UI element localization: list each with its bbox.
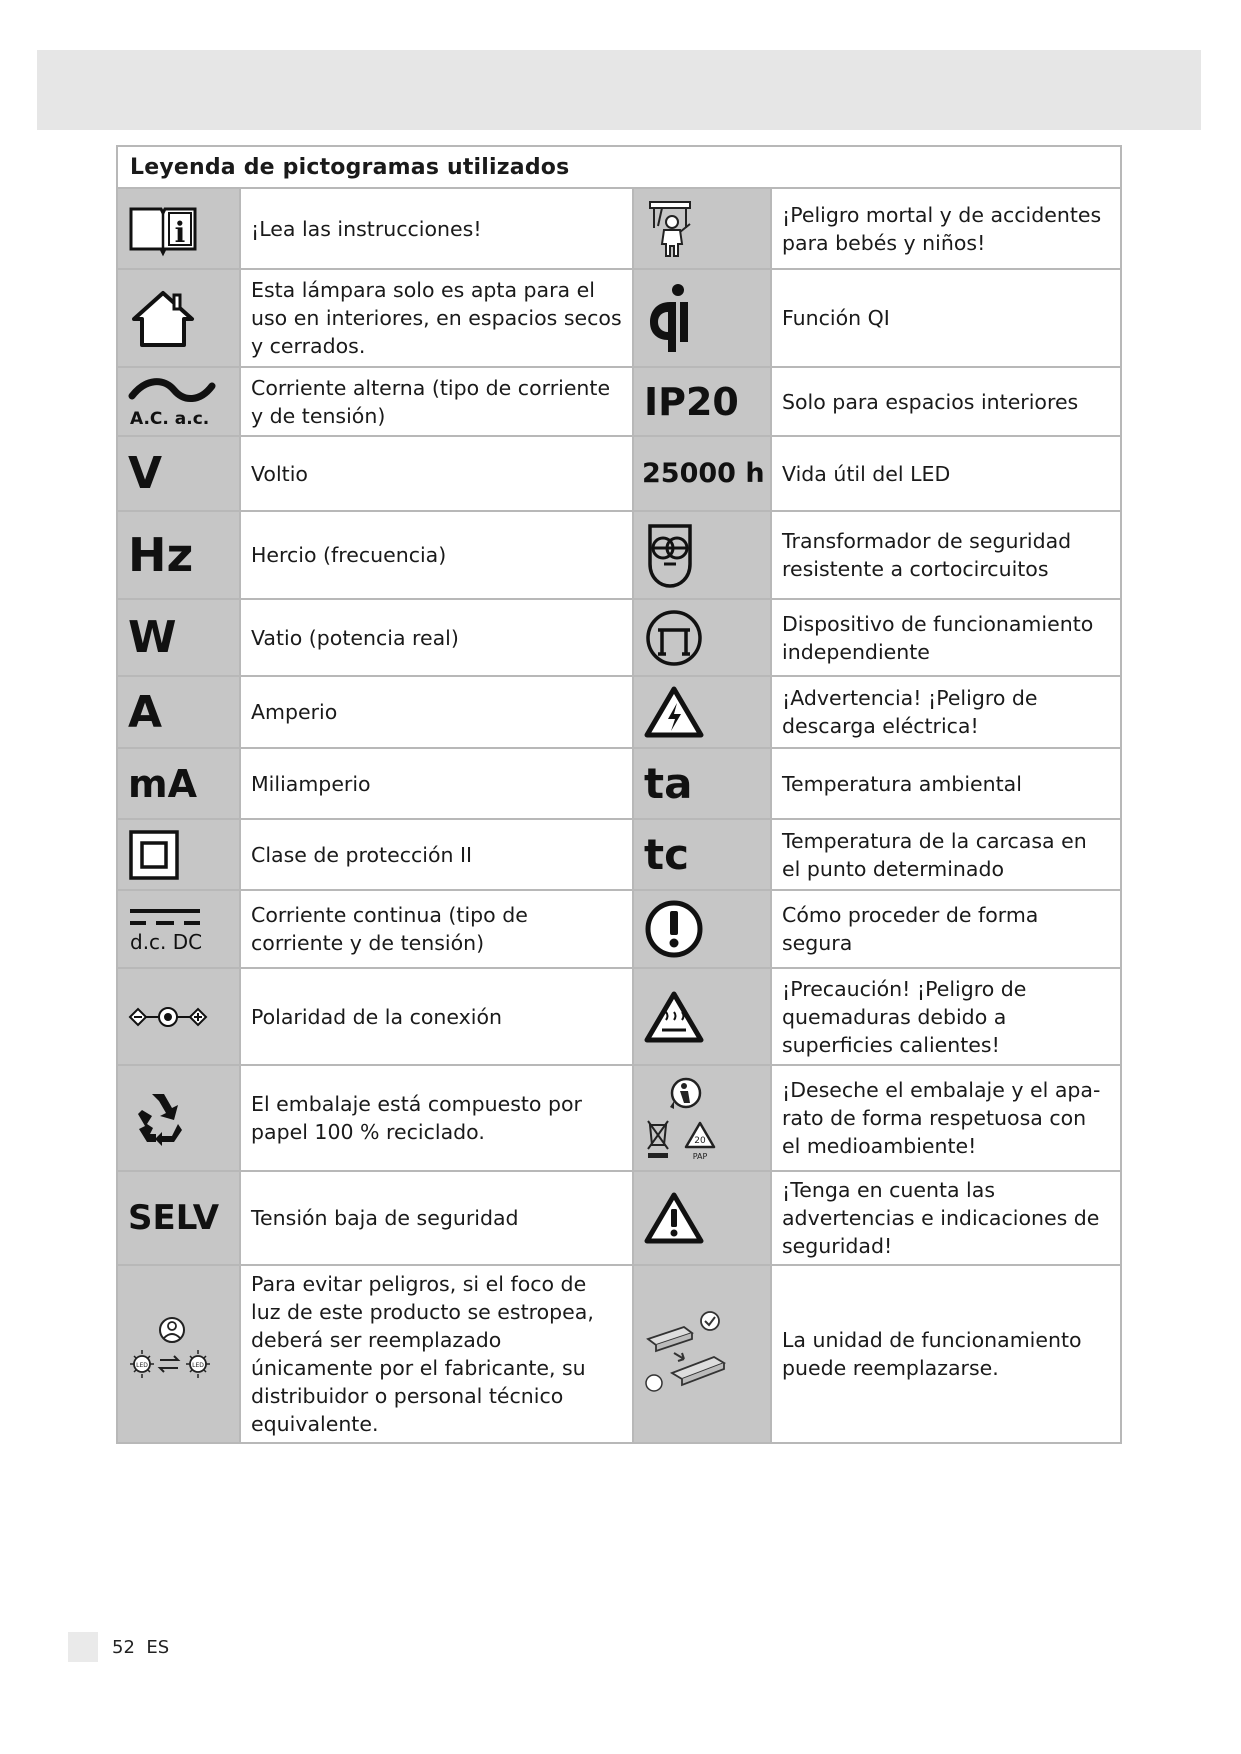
table-row [117,890,1121,968]
table-row [117,367,1121,436]
ta-icon [633,748,771,819]
legend-text: ¡Advertencia! ¡Peligro de descarga eléctrica! [771,676,1121,748]
polarity-icon [117,968,240,1065]
legend-text: Miliamperio [240,748,633,819]
footer-marker [68,1632,98,1662]
legend-text: Polaridad de la conexión [240,968,633,1065]
legend-text: Corriente alterna (tipo de corriente y de tensión) [240,367,633,436]
table-row [117,436,1121,511]
pap-number: 20 [694,1136,706,1146]
legend-text: Hercio (frecuencia) [240,511,633,599]
ta-label: ta [644,759,693,808]
table-row [117,968,1121,1065]
legend-text: Vatio (potencia real) [240,599,633,676]
tc-icon [633,819,771,890]
disposal-icon [633,1065,771,1171]
pap-label: PAP [692,1152,708,1161]
legend-text: ¡Tenga en cuenta las advertencias e indicaciones de seguridad! [771,1171,1121,1265]
header-band [37,50,1201,130]
safety-transformer-icon [633,511,771,599]
page-number: 52 [112,1637,135,1658]
legend-text: Solo para espacios interiores [771,367,1121,436]
table-row [117,1065,1121,1171]
table-row [117,676,1121,748]
legend-text: Función QI [771,269,1121,367]
legend-text: Amperio [240,676,633,748]
milliampere-label: mA [128,761,198,806]
recycle-icon [117,1065,240,1171]
legend-text: ¡Precaución! ¡Peligro de quemaduras debido a superficies calientes! [771,968,1121,1065]
ac-icon [117,367,240,436]
ac-label: A.C. a.c. [130,408,210,429]
legend-text: Temperatura ambiental [771,748,1121,819]
legend-text: El embalaje está compuesto por papel 100 % reciclado. [240,1065,633,1171]
legend-title: Leyenda de pictogramas utilizados [117,146,1121,188]
legend-text: Voltio [240,436,633,511]
legend-text: ¡Deseche el embalaje y el apa-rato de forma respetuosa con el medioambiente! [771,1065,1121,1171]
led-label-left: LED [136,1362,148,1369]
watt-label: W [128,612,177,663]
house-icon [117,269,240,367]
volt-icon [117,436,240,511]
led-label-right: LED [192,1362,204,1369]
milliampere-icon [117,748,240,819]
legend-text: Corriente continua (tipo de corriente y de tensión) [240,890,633,968]
ip20-icon [633,367,771,436]
legend-text: La unidad de funcionamiento puede reemplazarse. [771,1265,1121,1443]
legend-text: Vida útil del LED [771,436,1121,511]
dc-icon [117,890,240,968]
ampere-label: A [128,686,163,738]
hours-label: 25000 h [642,458,765,489]
warning-icon [633,1171,771,1265]
dc-label: d.c. DC [130,930,203,954]
table-row [117,269,1121,367]
volt-label: V [128,448,163,499]
legend-text: Clase de protección II [240,819,633,890]
replaceable-driver-icon [633,1265,771,1443]
legend-text: Temperatura de la carcasa en el punto determinado [771,819,1121,890]
hertz-label: Hz [128,528,194,582]
legend-text: Para evitar peligros, si el foco de luz de este producto se estropea, deberá ser reemplazado únicamente por el fabricante, su distribuidor o personal técnico equivalente. [240,1265,633,1443]
qi-icon [633,269,771,367]
legend-text: Dispositivo de funcionamiento independiente [771,599,1121,676]
watt-icon [117,599,240,676]
ampere-icon [117,676,240,748]
independent-device-icon [633,599,771,676]
led-replacement-icon [117,1265,240,1443]
svg-text:i: i [174,215,186,249]
tc-label: tc [644,830,689,879]
electric-warning-icon [633,676,771,748]
legend-text: ¡Lea las instrucciones! [240,188,633,269]
selv-icon [117,1171,240,1265]
page-footer [112,1637,169,1658]
table-row [117,188,1121,269]
child-hazard-icon [633,188,771,269]
hertz-icon [117,511,240,599]
table-row [117,819,1121,890]
table-row [117,1171,1121,1265]
legend-text: Esta lámpara solo es apta para el uso en interiores, en espacios secos y cerrados. [240,269,633,367]
protection-class-2-icon [117,819,240,890]
table-row [117,1265,1121,1443]
pictogram-legend-table [116,145,1122,1444]
table-row [117,511,1121,599]
table-row [117,599,1121,676]
legend-text: Transformador de seguridad resistente a cortocircuitos [771,511,1121,599]
hot-surface-icon [633,968,771,1065]
legend-header-row [117,146,1121,188]
ip20-label: IP20 [644,379,739,424]
legend-text: Cómo proceder de forma segura [771,890,1121,968]
legend-text: ¡Peligro mortal y de accidentes para bebés y niños! [771,188,1121,269]
legend-text: Tensión baja de seguridad [240,1171,633,1265]
selv-label: SELV [128,1198,220,1238]
book-info-icon [117,188,240,269]
exclamation-circle-icon [633,890,771,968]
hours-icon [633,436,771,511]
page-language: ES [146,1637,170,1658]
table-row [117,748,1121,819]
